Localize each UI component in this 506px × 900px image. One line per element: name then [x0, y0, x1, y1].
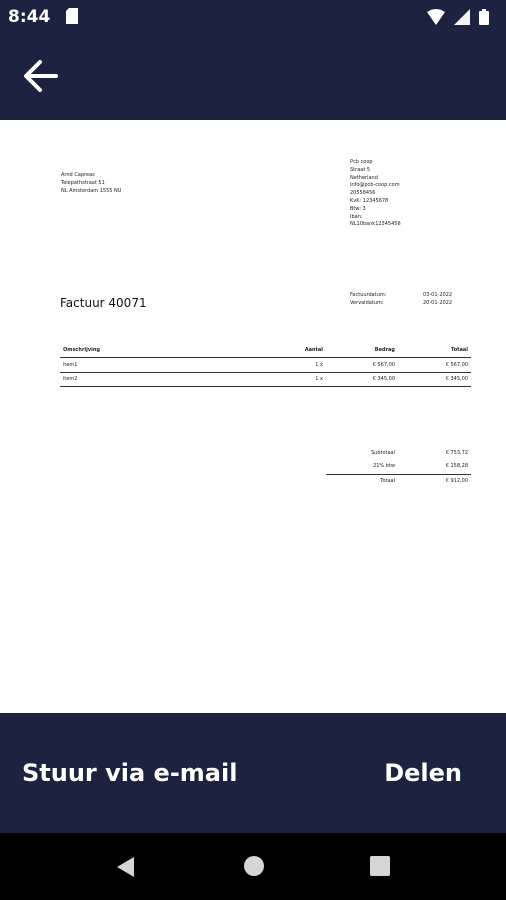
- total-value: € 912,00: [445, 478, 468, 484]
- bottom-action-bar: [0, 713, 506, 833]
- subtotal-value: € 753,72: [445, 450, 468, 456]
- sender-line: info@pcb-coop.com: [350, 182, 400, 189]
- row-total: € 345,00: [445, 376, 468, 382]
- table-row-divider: [60, 386, 471, 387]
- invoice-date-value: 03-01-2022: [423, 292, 453, 298]
- sender-line: Pcb coop: [350, 159, 373, 165]
- invoice-meta-labels: [350, 292, 386, 308]
- col-header-description: Omschrijving: [63, 347, 100, 353]
- col-header-total: Totaal: [450, 347, 468, 353]
- status-bar: [0, 0, 506, 34]
- sender-line: Iban:: [350, 213, 363, 220]
- send-email-button[interactable]: Stuur via e-mail: [22, 759, 238, 787]
- sender-line: Straat 5: [350, 166, 371, 173]
- row-total: € 567,00: [445, 362, 468, 368]
- row-description: item1: [63, 362, 78, 368]
- due-date-label: Vervaldatum:: [350, 299, 384, 306]
- recipient-line: Telepathstraat 51: [61, 179, 105, 186]
- battery-icon: [479, 9, 489, 25]
- invoice-preview: [0, 120, 506, 713]
- vat-label: 21% btw: [373, 463, 395, 469]
- sender-line: 20558456: [350, 190, 376, 197]
- due-date-value: 20-01-2022: [423, 299, 453, 306]
- row-amount: € 567,00: [372, 362, 395, 368]
- sender-address: [350, 159, 401, 229]
- sender-line: KvK: 12345678: [350, 197, 389, 204]
- recipient-line: NL Amsterdam 1555 NU: [61, 187, 122, 194]
- nav-home-icon[interactable]: [243, 855, 265, 877]
- nav-back-icon[interactable]: [114, 855, 138, 879]
- row-quantity: 1 x: [315, 376, 323, 382]
- vat-value: € 158,28: [445, 463, 468, 469]
- signal-icon: [454, 9, 470, 25]
- status-time: 8:44: [8, 7, 51, 27]
- totals-divider: [326, 474, 471, 475]
- app-bar: [0, 34, 506, 120]
- total-label: Totaal: [380, 478, 395, 484]
- share-button[interactable]: Delen: [384, 759, 462, 787]
- invoice-title: Factuur 40071: [60, 296, 147, 310]
- recipient-address: [61, 172, 121, 195]
- invoice-date-label: Factuurdatum:: [350, 292, 387, 298]
- row-description: item2: [63, 376, 78, 382]
- col-header-quantity: Aantal: [304, 347, 323, 353]
- sender-line: Btw: 3: [350, 205, 366, 212]
- invoice-meta-values: [423, 292, 452, 308]
- sender-line: Netherland: [350, 174, 378, 181]
- row-amount: € 345,00: [372, 376, 395, 382]
- arrow-back-icon: [20, 56, 60, 96]
- system-nav-bar: [0, 833, 506, 900]
- wifi-icon: [427, 9, 445, 25]
- nav-recents-icon[interactable]: [369, 855, 391, 877]
- recipient-line: Arnd Capreas: [61, 172, 95, 178]
- row-quantity: 1 x: [315, 362, 323, 368]
- col-header-amount: Bedrag: [374, 347, 395, 353]
- sender-line: NL10bank12345456: [350, 221, 401, 228]
- sd-card-icon: [66, 8, 78, 24]
- table-row-divider: [60, 372, 471, 373]
- system-icons: [426, 8, 496, 26]
- back-button[interactable]: [16, 52, 64, 100]
- table-header-divider: [60, 357, 471, 358]
- subtotal-label: Subtotaal: [370, 450, 395, 456]
